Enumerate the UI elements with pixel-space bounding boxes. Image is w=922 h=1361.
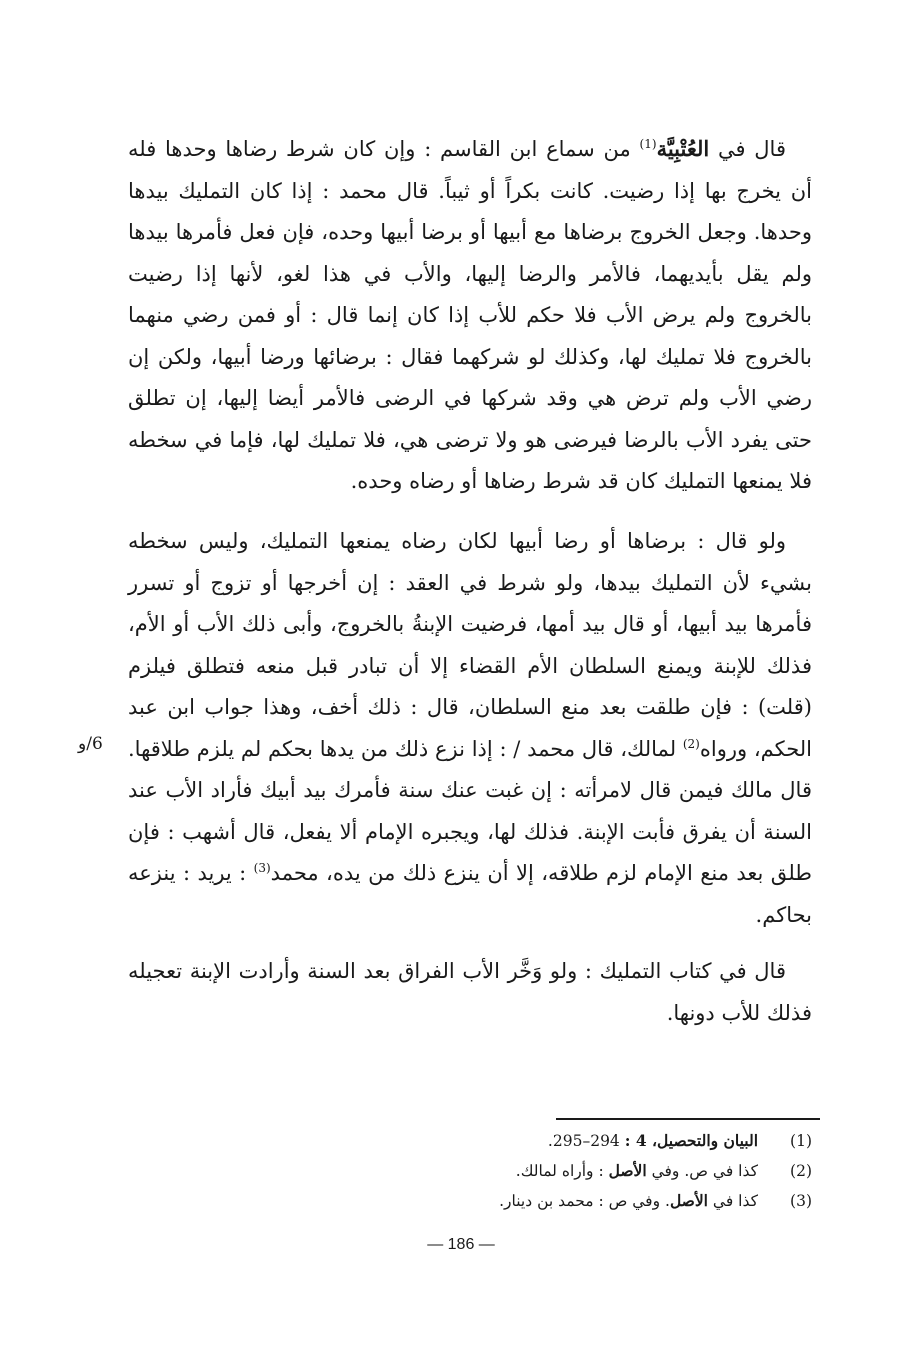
footnote-number: (3) [790, 1192, 812, 1210]
footnote-ref-1[interactable]: (1) [639, 137, 657, 151]
footnote-prefix: كذا في [707, 1192, 758, 1210]
footnote-text [300, 1186, 758, 1216]
manuscript-folio-note: 6/و [78, 734, 103, 754]
book-title-utbiyya: العُتْبِيَّة [656, 136, 710, 161]
footnotes [300, 1126, 812, 1216]
paragraph-3-text [128, 951, 812, 1034]
footnote-separator [556, 1118, 820, 1120]
paragraph-3-body: قال في كتاب التمليك : ولو وَخَّر الأب الفراق بعد السنة وأرادت الإبنة تعجيله فذلك للأب دونها. [128, 959, 812, 1025]
footnote-ref-2[interactable]: (2) [682, 736, 700, 751]
paragraph-1-text [128, 128, 812, 503]
footnote-1 [300, 1126, 812, 1156]
paragraph-1-body: من سماع ابن القاسم : وإن كان شرط رضاها وحدها فله أن يخرج بها إذا رضيت. كانت بكراً أو ثيباً. قال محمد : إذا كان التمليك بيدها وحدها. وجعل الخروج برضاها مع أبيها أو برضا أبيها وحده، فإن فعل فأمرها بيدها ولم يقل بأيديهما، فالأمر والرضا إليها، والأب في هذا لغو، لأنها إذا رضيت بالخروج ولم يرض الأب فلا حكم للأب إذا كان إنما قال : أو فمن رضي منهما بالخروج فلا تمليك لها، وكذلك لو شركهما فقال : برضائها ورضا أبيها، ولكن إن رضي الأب ولم ترض هي وقد شركها في الرضى فالأمر أيضا إليها، إن تطلق حتى يفرد الأب بالرضا فيرضى هو ولا ترضى هي، فلا تمليك لها، فإما في سخطه فلا يمنعها التمليك كان قد شرط رضاها أو رضاه وحده. [128, 137, 812, 493]
footnote-number: (1) [790, 1132, 812, 1150]
paragraph-3 [128, 951, 812, 1034]
paragraph-1 [128, 128, 812, 503]
footnote-source: الأصل [669, 1191, 708, 1210]
footnote-text [300, 1126, 758, 1156]
footnote-ref-3[interactable]: (3) [253, 861, 271, 875]
paragraph-2-part-a: ولو قال : برضاها أو رضا أبيها لكان رضاه يمنعها التمليك، وليس سخطه بشيء لأن التمليك بيدها، ولو شرط في العقد : إن أخرجها أو تزوج أو تسرر فأمرها بيد أبيها، أو قال بيد أمها، فرضيت الإبنةُ بالخروج، وأبى ذلك الأب أو الأم، فذلك للإبنة ويمنع السلطان الأم القضاء إلا أن تبادر قبل منعه فتطلق فيلزم (قلت) : فإن طلقت بعد منع السلطان، قال : ذلك أخف، وهذا جواب ابن عبد الحكم، ورواه [128, 529, 813, 761]
paragraph-2 [128, 521, 812, 936]
footnote-reading: : وأراه لمالك. [515, 1162, 609, 1180]
footnote-source: الأصل [608, 1161, 647, 1180]
footnote-number: (2) [790, 1162, 812, 1180]
paragraph-2-part-c: : يريد : ينزعه بحاكم. [128, 861, 812, 927]
paragraph-2-part-b: لمالك، قال محمد / : إذا نزع ذلك من يدها بحكم لم يلزم طلاقها. قال مالك فيمن قال لامرأته : إن غبت عنك سنة فأمرك بيد أبيك فأراد الأب عند السنة أن يفرق فأبت الإبنة. فذلك لها، ويجبره الإمام ألا يفعل، قال أشهب : فإن طلق بعد منع الإمام لزم طلاقه، إلا أن ينزع ذلك من يده، محمد [128, 736, 812, 885]
footnote-text [300, 1156, 758, 1186]
paragraph-2-text [128, 521, 812, 936]
footnote-reading: . وفي ص : محمد بن دينار. [499, 1192, 670, 1210]
footnote-2 [300, 1156, 812, 1186]
footnote-prefix: كذا في ص. وفي [646, 1162, 758, 1180]
page-number: — 186 — [427, 1236, 495, 1253]
footnote-3 [300, 1186, 812, 1216]
paragraph-1-intro: قال في [709, 137, 786, 161]
footnote-pages: 294–295. [547, 1132, 625, 1150]
footnote-source: البيان والتحصيل، 4 : [624, 1131, 758, 1150]
